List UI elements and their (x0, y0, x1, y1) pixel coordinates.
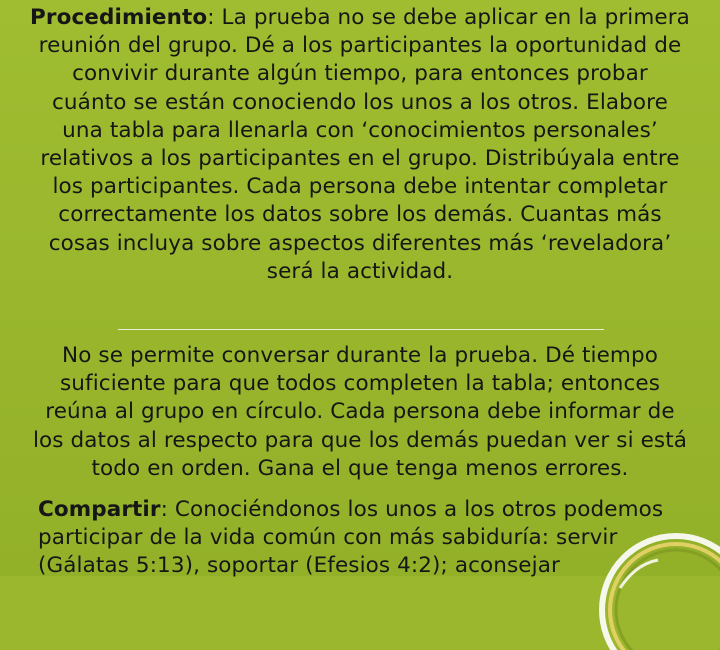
compartir-line-2: participar de la vida común con más sabiduría: servir (38, 525, 618, 551)
reglas-line-2: suficiente para que todos completen la tabla; entonces (60, 371, 660, 397)
procedimiento-line-8: correctamente los datos sobre los demás. Cuantas más (58, 202, 662, 228)
reglas-line-1: No se permite conversar durante la prueba. Dé tiempo (62, 343, 658, 368)
compartir-line-1-text: : Conociéndonos los unos a los otros podemos (160, 497, 664, 522)
procedimiento-heading: Procedimiento (30, 5, 208, 30)
compartir-line-1 (38, 496, 678, 524)
procedimiento-paragraph (20, 4, 700, 286)
reglas-paragraph (20, 342, 700, 483)
reglas-line-5: todo en orden. Gana el que tenga menos errores. (91, 455, 629, 481)
procedimiento-line-5: una tabla para llenarla con ‘conocimientos personales’ (62, 117, 658, 143)
procedimiento-line-2: reunión del grupo. Dé a los participantes la oportunidad de (38, 33, 682, 59)
reglas-line-3: reúna al grupo en círculo. Cada persona debe informar de (45, 399, 675, 425)
compartir-paragraph (38, 496, 678, 581)
reglas-line-4: los datos al respecto para que los demás puedan ver si está (32, 427, 688, 453)
compartir-heading: Compartir (38, 497, 161, 522)
procedimiento-line-1-text: : La prueba no se debe aplicar en la primera (207, 5, 690, 30)
procedimiento-line-6: relativos a los participantes en el grupo. Distribúyala entre (40, 146, 680, 172)
procedimiento-line-9: cosas incluya sobre aspectos diferentes más ‘reveladora’ (48, 230, 672, 256)
circular-logo-icon (596, 530, 720, 650)
procedimiento-line-4: cuánto se están conociendo los unos a los otros. Elabore (52, 89, 668, 115)
procedimiento-line-1 (20, 4, 700, 32)
procedimiento-line-3: convivir durante algún tiempo, para entonces probar (72, 61, 648, 87)
procedimiento-line-7: los participantes. Cada persona debe intentar completar (52, 174, 668, 200)
section-divider (118, 329, 604, 330)
compartir-line-3: (Gálatas 5:13), soportar (Efesios 4:2); aconsejar (38, 553, 560, 579)
procedimiento-line-10: será la actividad. (266, 258, 454, 284)
